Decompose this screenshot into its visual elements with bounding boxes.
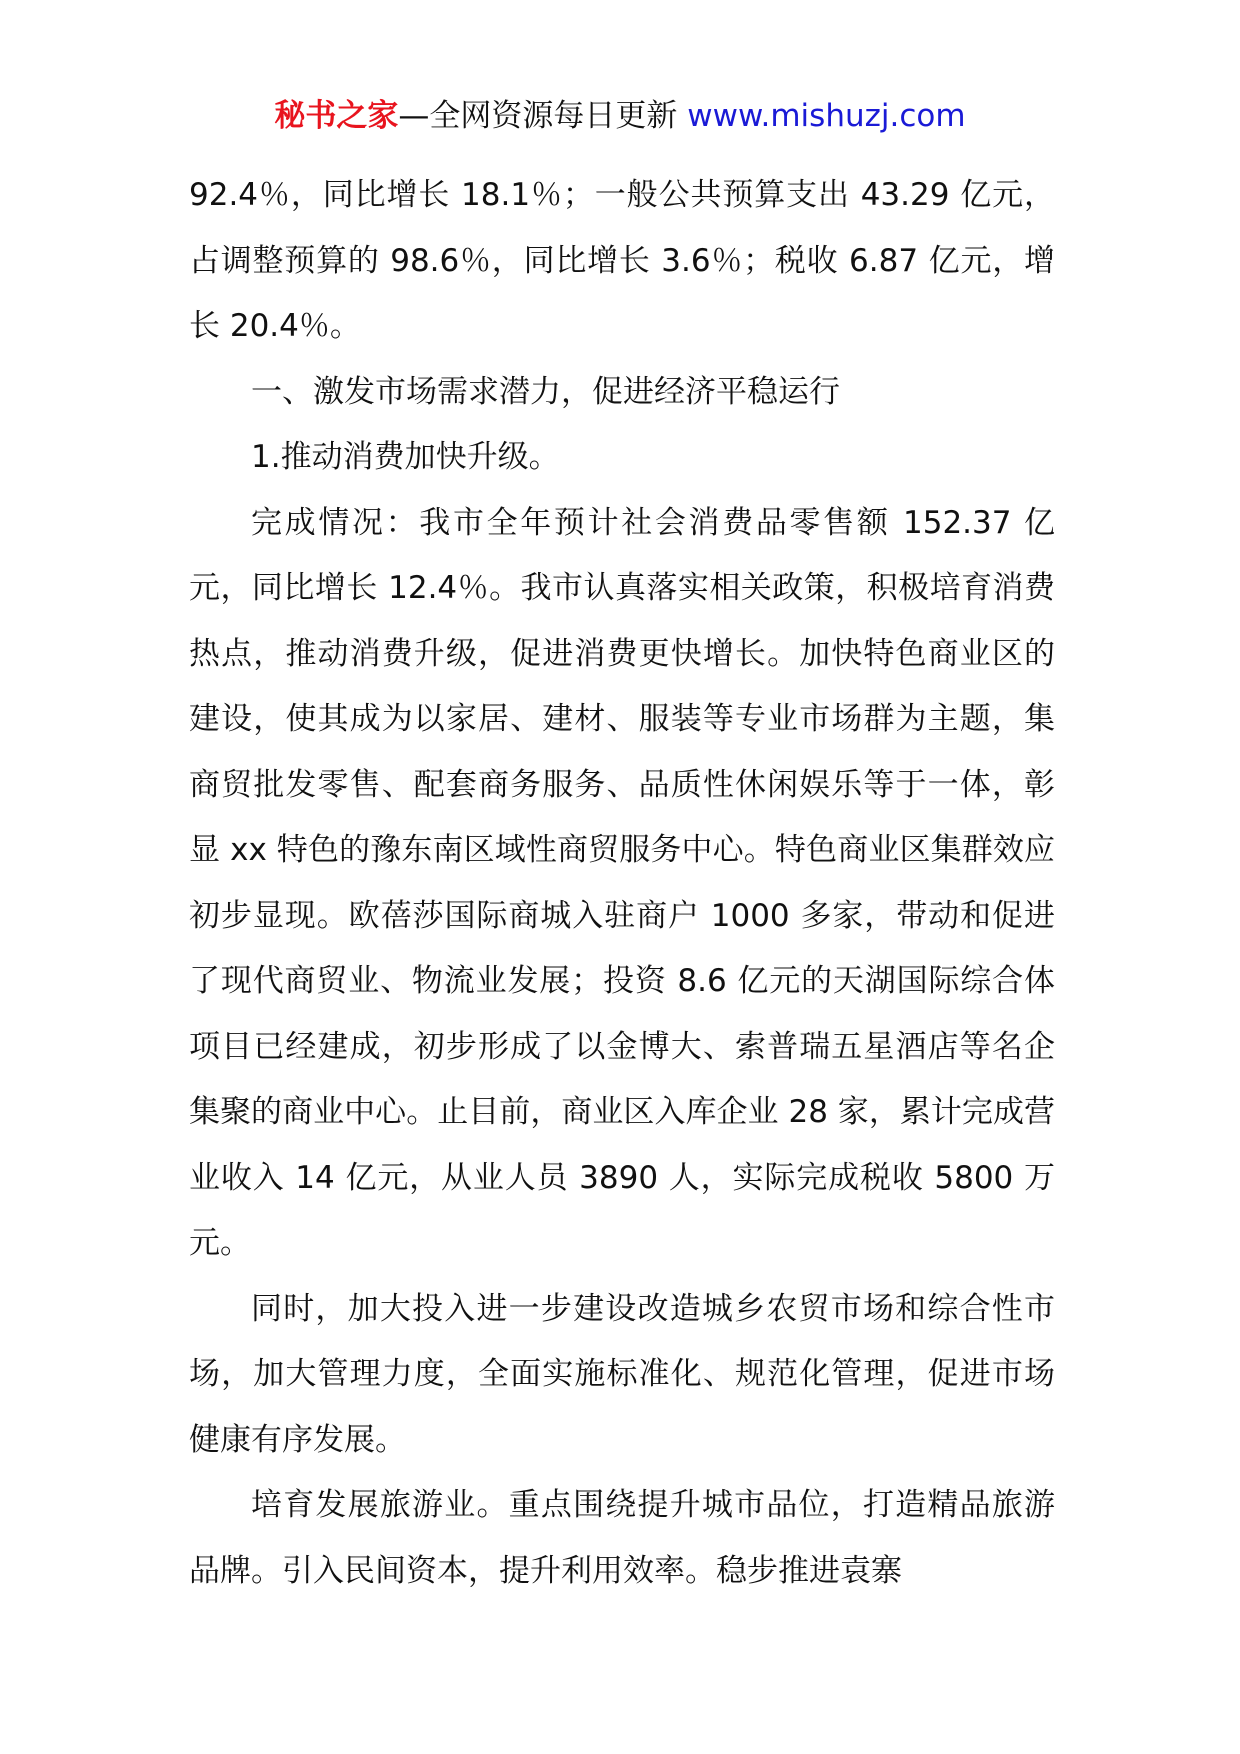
subsection-heading: 1.推动消费加快升级。 (251, 439, 560, 475)
document-body (189, 163, 1055, 1604)
paragraph-consumption: 完成情况：我市全年预计社会消费品零售额 152.37 亿元，同比增长 12.4％。我市认真落实相关政策，积极培育消费热点，推动消费升级，促进消费更快增长。加快特色商业区的建设，使其成为以家居、建材、服装等专业市场群为主题，集商贸批发零售、配套商务服务、品质性休闲娱乐等于一体，彰显 xx 特色的豫东南区域性商贸服务中心。特色商业区集群效应初步显现。欧蓓莎国际商城入驻商户 1000 多家，带动和促进了现代商贸业、物流业发展；投资 8.6 亿元的天湖国际综合体项目已经建成，初步形成了以金博大、索普瑞五星酒店等名企集聚的商业中心。止目前，商业区入库企业 28 家，累计完成营业收入 14 亿元，从业人员 3890 人，实际完成税收 5800 万元。 (189, 504, 1055, 1261)
brand-name: 秘书之家 (274, 98, 399, 134)
paragraph-tourism: 培育发展旅游业。重点围绕提升城市品位，打造精品旅游品牌。引入民间资本，提升利用效率。稳步推进袁寨 (189, 1487, 1055, 1589)
header-slogan: —全网资源每日更新 (398, 98, 688, 134)
section-heading: 一、激发市场需求潜力，促进经济平稳运行 (251, 373, 840, 410)
paragraph-markets: 同时，加大投入进一步建设改造城乡农贸市场和综合性市场，加大管理力度，全面实施标准化、规范化管理，促进市场健康有序发展。 (189, 1290, 1055, 1458)
page-header (0, 96, 1240, 136)
website-link[interactable]: www.mishuzj.com (687, 98, 966, 134)
paragraph-budget-summary: 92.4％，同比增长 18.1％；一般公共预算支出 43.29 亿元，占调整预算的 98.6％，同比增长 3.6％；税收 6.87 亿元，增长 20.4％。 (189, 177, 1055, 344)
